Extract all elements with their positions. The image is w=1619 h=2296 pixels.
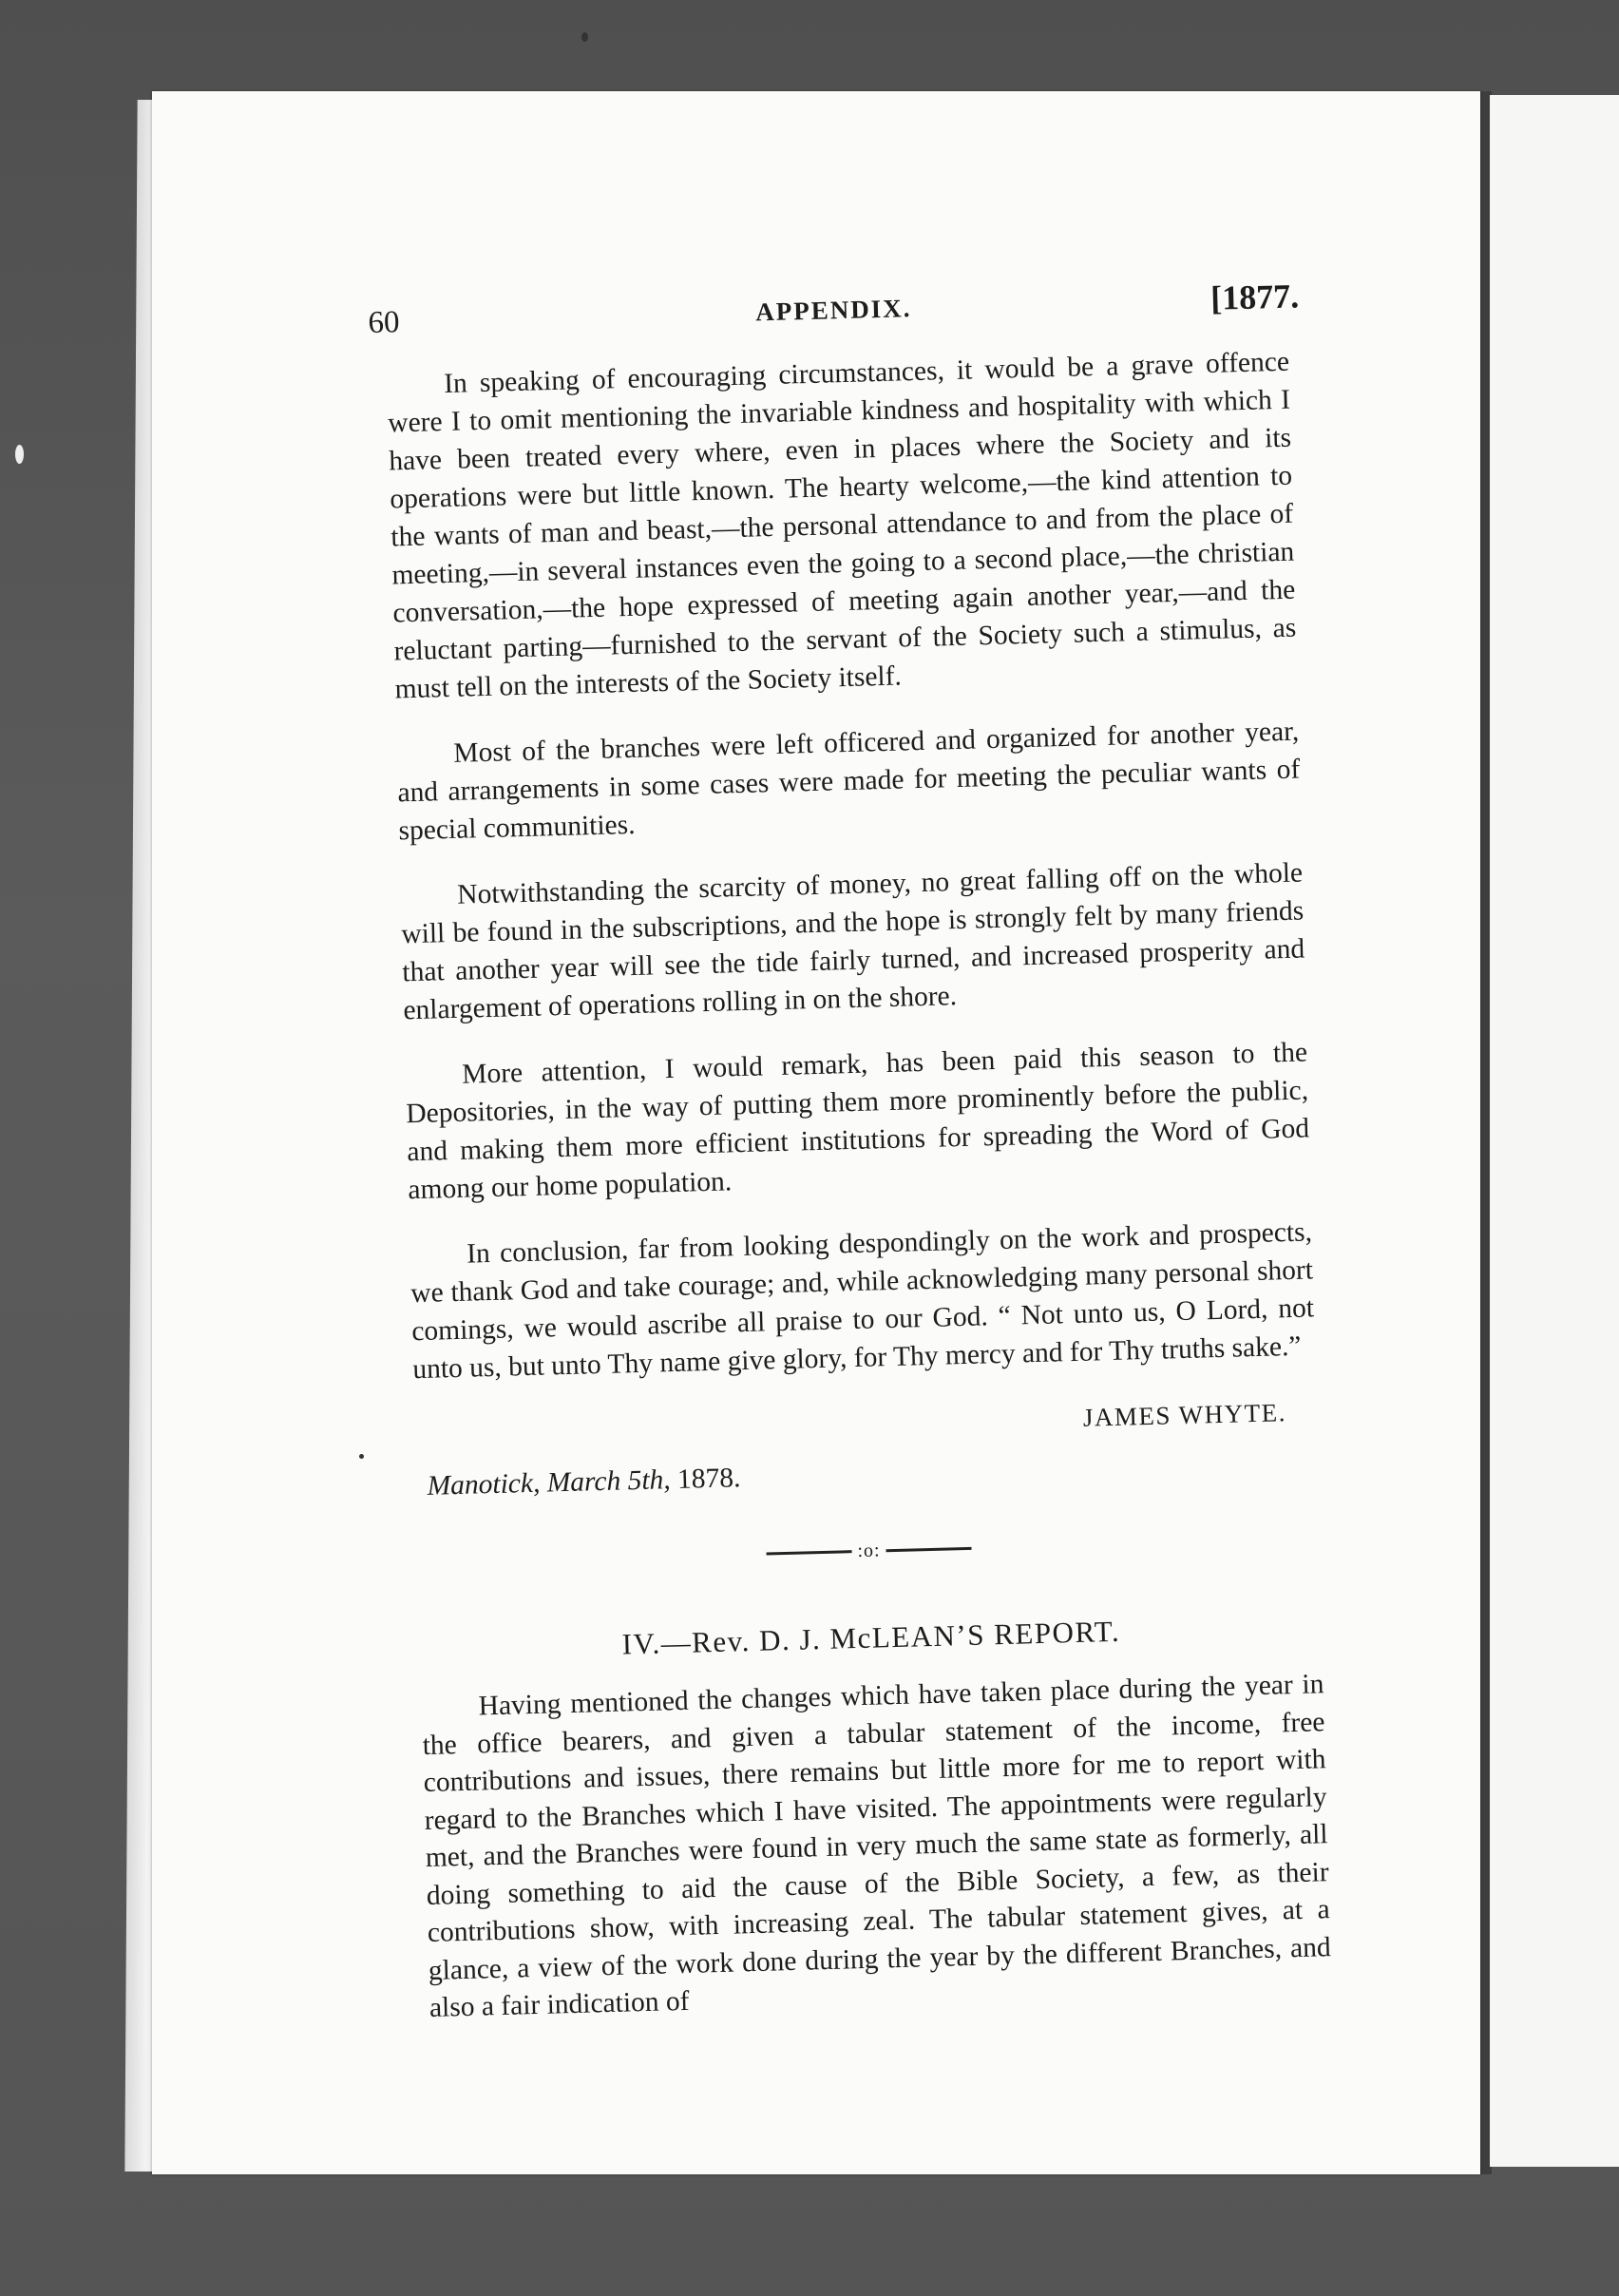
page-content — [125, 74, 1508, 2191]
running-head-year: [1877. — [1209, 277, 1300, 317]
page-number: 60 — [368, 305, 400, 341]
facing-page-edge — [1490, 95, 1619, 2167]
divider-ornament: :o: — [857, 1540, 881, 1562]
dust-speck — [15, 445, 24, 464]
divider-rule-right — [886, 1546, 972, 1551]
paragraph-scarcity-of-money: Notwithstanding the scarcity of money, no great falling off on the whole will be found in the subscriptions, and the hope is strongly felt by many friends that another year will see the tide fairly turned, and increased prosperity and enlargement of operations rolling in on the shore. — [400, 857, 1305, 1026]
book-page — [152, 91, 1480, 2174]
paragraph-encouraging-circumstances: In speaking of encouraging circumstances, it would be a grave offence were I to omit mentioning the invariable kindness and hospitality with which I have been treated every where, even in places where the Society and its operations were but little known. The hearty welcome,—the kind attention to the wants of man and beast,—the personal attendance to and from the place of meeting,—in several instances even the going to a second place,—the christian conversation,—the hope expressed of meeting again another year,—and the reluctant parting—furnished to the servant of the Society such a stimulus, as must tell on the interests of the Society itself. — [387, 346, 1297, 705]
running-head-title: APPENDIX. — [754, 294, 912, 327]
running-head — [368, 272, 1300, 354]
body-text — [387, 343, 1333, 2036]
divider-rule-left — [766, 1550, 851, 1555]
paragraph-conclusion: In conclusion, far from looking despondingly on the work and prospects, we thank God and take courage; and, while acknowledging many personal short comings, we would ascribe all praise to our God. “ Not unto us, O Lord, not unto us, but unto Thy name give glory, for Thy mercy and for Thy truths sake.” — [410, 1216, 1315, 1386]
paragraph-mclean-report: Having mentioned the changes which have taken place during the year in the office bearers, and given a tabular statement of the income, free contributions and issues, there remains but little more for me to report with regard to the Branches which I have visited. The appointments were regularly met, and the Branches were found in very much the same state as formerly, all doing something to aid the cause of the Bible Society, a few, as their contributions show, with increasing zeal. The tabular statement gives, at a glance, a view of the work done during the year by the different Branches, and also a fair indication of — [422, 1669, 1332, 2023]
paragraph-depositories: More attention, I would remark, has been paid this season to the Depositories, in the way of putting them more prominently before the public, and making them more efficient institutions for spreading the Word of God among our home population. — [405, 1037, 1310, 1206]
dust-speck — [359, 1454, 364, 1459]
section-title: IV.—Rev. D. J. McLEAN’S REPORT. — [621, 1614, 1121, 1661]
dust-speck — [581, 32, 588, 42]
section-divider — [417, 1520, 1321, 1581]
signature: JAMES WHYTE. — [1082, 1398, 1287, 1432]
paragraph-branches-officered: Most of the branches were left officered and organized for another year, and arrangements in some cases were made for meeting the peculiar wants of special communities. — [397, 716, 1301, 847]
dateline-place-date: Manotick, March 5th, — [427, 1464, 672, 1502]
dateline-year: 1878. — [676, 1463, 741, 1495]
dateline — [427, 1444, 1319, 1505]
